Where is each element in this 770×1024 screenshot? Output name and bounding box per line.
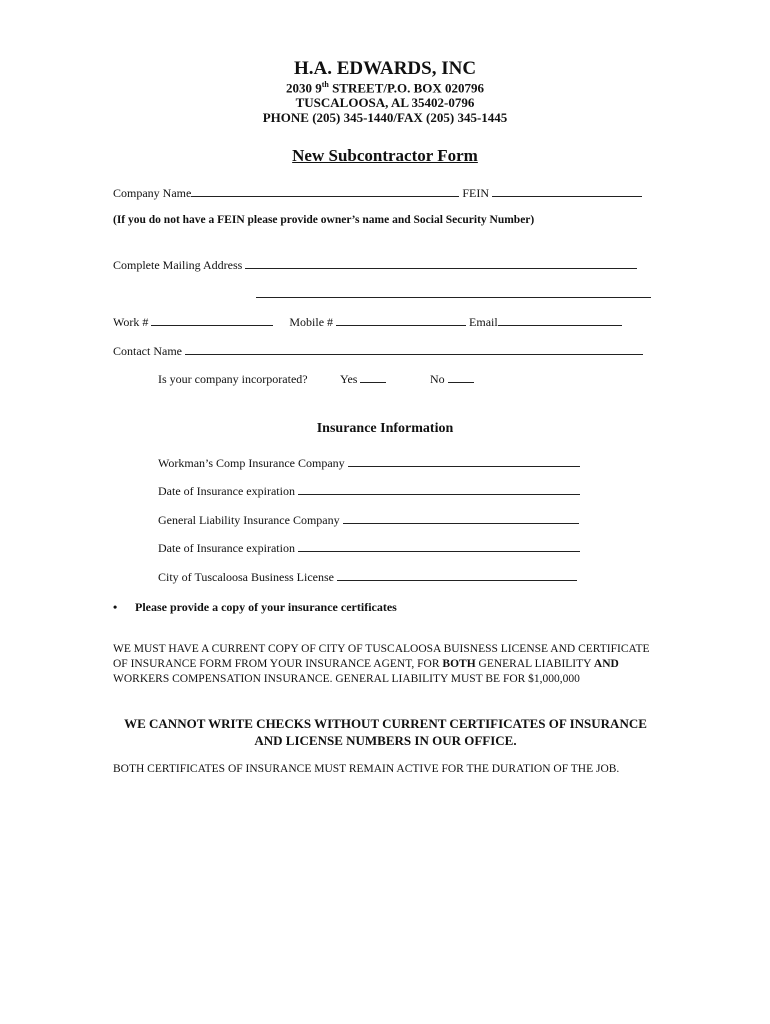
general-liability-input[interactable] (343, 513, 579, 524)
company-street: 2030 9th STREET/P.O. BOX 020796 (285, 80, 485, 96)
incorporated-no (430, 372, 474, 387)
contact-name-row (113, 344, 643, 359)
mailing-address-label: Complete Mailing Address (113, 258, 243, 272)
mobile-label: Mobile # (289, 315, 334, 329)
no-label: No (430, 372, 445, 386)
date-expiration-label-1: Date of Insurance expiration (158, 484, 295, 498)
business-license-row (158, 570, 577, 585)
date-expiration-row-1 (158, 484, 580, 499)
mobile-input[interactable] (336, 315, 466, 326)
email-label: Email (469, 315, 498, 329)
form-title: New Subcontractor Form (292, 146, 478, 165)
contact-name-input[interactable] (185, 344, 643, 355)
incorporated-yes (340, 372, 386, 387)
business-license-label: City of Tuscaloosa Business License (158, 570, 334, 584)
company-city: TUSCALOOSA, AL 35402-0796 (295, 95, 475, 110)
contact-name-label: Contact Name (113, 344, 182, 358)
general-liability-row (158, 513, 579, 528)
date-expiration-label-2: Date of Insurance expiration (158, 541, 295, 555)
workers-comp-label: Workman’s Comp Insurance Company (158, 456, 345, 470)
company-name-heading: H.A. EDWARDS, INC (293, 58, 477, 79)
incorporated-question: Is your company incorporated? (158, 372, 308, 386)
mailing-address-input-2[interactable] (256, 287, 651, 298)
bullet-icon: • (113, 600, 118, 614)
no-input[interactable] (448, 372, 474, 383)
active-certificates-notice: BOTH CERTIFICATES OF INSURANCE MUST REMAIN ACTIVE FOR THE DURATION OF THE JOB. (113, 763, 620, 775)
yes-input[interactable] (360, 372, 386, 383)
payment-warning: WE CANNOT WRITE CHECKS WITHOUT CURRENT CERTIFICATES OF INSURANCE AND LICENSE NUMBERS IN OUR OFFICE. (124, 716, 647, 748)
date-expiration-input-1[interactable] (298, 484, 580, 495)
date-expiration-input-2[interactable] (298, 541, 580, 552)
date-expiration-row-2 (158, 541, 580, 556)
insurance-section-title: Insurance Information (316, 421, 454, 436)
company-name-row (113, 186, 642, 201)
phone-email-row (113, 315, 622, 330)
company-name-input[interactable] (191, 186, 459, 197)
business-license-input[interactable] (337, 570, 577, 581)
fein-note: (If you do not have a FEIN please provide owner’s name and Social Security Number) (113, 214, 535, 226)
workers-comp-input[interactable] (348, 456, 580, 467)
certificates-bullet: • Please provide a copy of your insurance certificates (113, 600, 397, 614)
mailing-address-line-2 (256, 287, 651, 302)
fein-input[interactable] (492, 186, 642, 197)
mailing-address-input[interactable] (245, 258, 637, 269)
fein-label: FEIN (462, 186, 489, 200)
general-liability-label: General Liability Insurance Company (158, 513, 340, 527)
company-phone: PHONE (205) 345-1440/FAX (205) 345-1445 (262, 110, 508, 125)
work-label: Work # (113, 315, 149, 329)
email-input[interactable] (498, 315, 622, 326)
yes-label: Yes (340, 372, 358, 386)
workers-comp-row (158, 456, 580, 471)
work-phone-input[interactable] (151, 315, 273, 326)
mailing-address-row (113, 258, 637, 273)
license-requirement-notice: WE MUST HAVE A CURRENT COPY OF CITY OF TUSCALOOSA BUISNESS LICENSE AND CERTIFICATE OF INSURANCE FORM FROM YOUR INSURANCE AGENT, FOR BOTH GENERAL LIABILITY AND WORKERS COMPENSATION INSURANCE. GENERAL LIABILITY MUST BE FOR $1,000,000 (113, 643, 650, 685)
company-name-label: Company Name (113, 186, 192, 200)
